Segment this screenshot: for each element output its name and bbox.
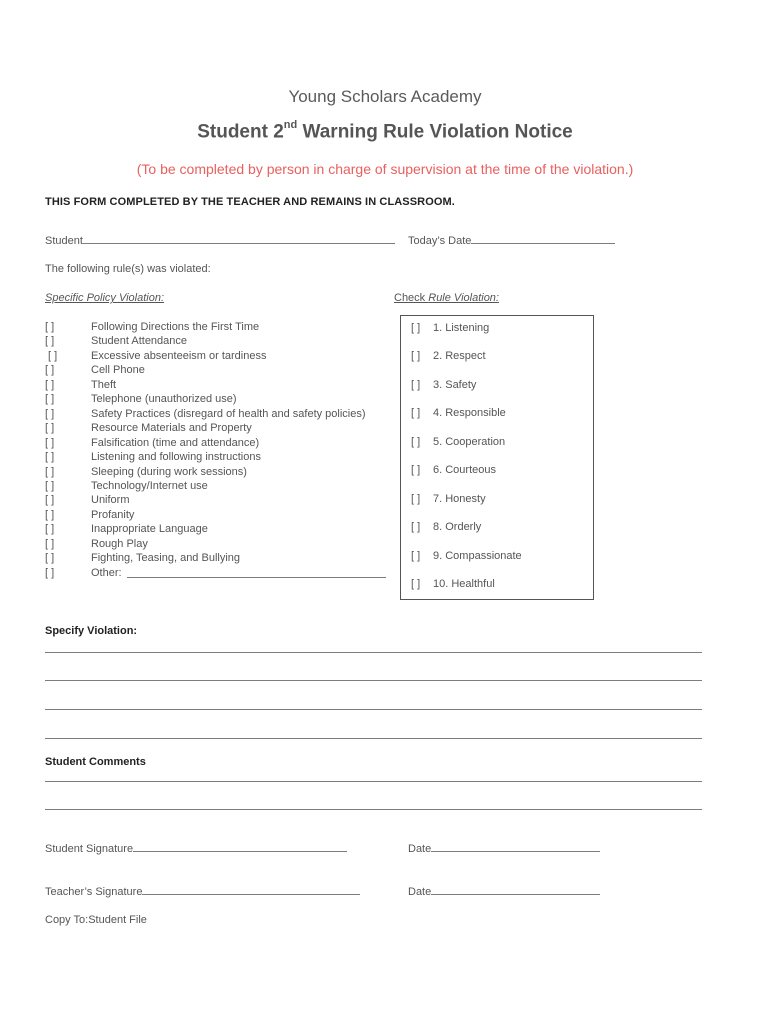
student-comments-line[interactable] xyxy=(45,809,702,810)
policy-checkbox[interactable]: [ ] xyxy=(45,567,55,579)
policy-item-label: Safety Practices (disregard of health and safety policies) xyxy=(91,408,366,420)
title-rest: Warning Rule Violation Notice xyxy=(297,121,573,143)
rule-checkbox[interactable]: [ ] xyxy=(411,493,421,505)
policy-checkbox[interactable]: [ ] xyxy=(45,480,55,492)
rule-item[interactable] xyxy=(411,379,476,391)
todays-date-label: Today’s Date xyxy=(408,235,472,247)
student-name-blank[interactable] xyxy=(83,234,395,244)
rule-violation-heading xyxy=(394,292,499,304)
student-date-blank[interactable] xyxy=(431,842,600,852)
policy-item-label: Technology/Internet use xyxy=(91,480,208,492)
policy-item-label: Falsification (time and attendance) xyxy=(91,437,260,449)
policy-item-label: Fighting, Teasing, and Bullying xyxy=(91,552,241,564)
todays-date-blank[interactable] xyxy=(471,234,615,244)
rule-violation-box xyxy=(400,315,594,600)
rule-checkbox[interactable]: [ ] xyxy=(411,550,421,562)
teacher-signature-blank[interactable] xyxy=(142,885,360,895)
rule-item-label: 8. Orderly xyxy=(433,521,482,533)
policy-item-label: Listening and following instructions xyxy=(91,451,261,463)
teacher-date-blank[interactable] xyxy=(431,885,600,895)
rule-item[interactable] xyxy=(411,550,522,562)
copy-to-note: Copy To:Student File xyxy=(45,914,147,926)
rule-heading-emph: Rule Violation: xyxy=(428,292,499,304)
rule-item[interactable] xyxy=(411,578,495,590)
rule-item-label: 10. Healthful xyxy=(433,578,495,590)
school-name: Young Scholars Academy xyxy=(288,87,482,106)
rule-item-label: 9. Compassionate xyxy=(433,550,522,562)
title-superscript: nd xyxy=(283,119,298,131)
page-title xyxy=(0,121,770,143)
policy-checkbox[interactable]: [ ] xyxy=(45,552,55,564)
policy-checkbox[interactable]: [ ] xyxy=(45,509,55,521)
policy-item-label: Uniform xyxy=(91,494,130,506)
other-violation-blank[interactable] xyxy=(127,568,386,578)
rule-item-label: 5. Cooperation xyxy=(433,436,506,448)
todays-date-field[interactable] xyxy=(408,234,615,247)
policy-checkbox[interactable]: [ ] xyxy=(45,335,55,347)
rule-item[interactable] xyxy=(411,464,496,476)
policy-item-label: Student Attendance xyxy=(91,335,188,347)
policy-checkbox[interactable]: [ ] xyxy=(45,538,55,550)
policy-checkbox[interactable]: [ ] xyxy=(45,321,55,333)
rule-checkbox[interactable]: [ ] xyxy=(411,350,421,362)
student-field[interactable] xyxy=(45,234,395,247)
rule-checkbox[interactable]: [ ] xyxy=(411,407,421,419)
rule-item-label: 4. Responsible xyxy=(433,407,506,419)
rule-checkbox[interactable]: [ ] xyxy=(411,436,421,448)
specify-violation-line[interactable] xyxy=(45,738,702,739)
rule-item-label: 2. Respect xyxy=(433,350,486,362)
policy-checkbox[interactable]: [ ] xyxy=(48,350,58,362)
student-signature-field[interactable] xyxy=(45,842,347,855)
policy-item-label: Other: xyxy=(91,567,122,579)
policy-item-label: Profanity xyxy=(91,509,135,521)
student-label: Student xyxy=(45,235,83,247)
rule-item[interactable] xyxy=(411,521,481,533)
rule-item[interactable] xyxy=(411,436,505,448)
page-subtitle: (To be completed by person in charge of supervision at the time of the violation.) xyxy=(136,161,634,177)
policy-item-label: Sleeping (during work sessions) xyxy=(91,466,247,478)
policy-checkbox[interactable]: [ ] xyxy=(45,364,55,376)
policy-checkbox[interactable]: [ ] xyxy=(45,466,55,478)
student-date-label: Date xyxy=(408,843,432,855)
policy-item-label: Resource Materials and Property xyxy=(91,422,252,434)
policy-item-label: Theft xyxy=(91,379,117,391)
rule-item-label: 3. Safety xyxy=(433,379,477,391)
policy-item-label: Inappropriate Language xyxy=(91,523,208,535)
rules-violated-text: The following rule(s) was violated: xyxy=(45,263,211,275)
rule-checkbox[interactable]: [ ] xyxy=(411,464,421,476)
policy-item-label: Telephone (unauthorized use) xyxy=(91,393,237,405)
student-signature-label: Student Signature xyxy=(45,843,134,855)
rule-item[interactable] xyxy=(411,322,489,334)
rule-checkbox[interactable]: [ ] xyxy=(411,578,421,590)
student-signature-blank[interactable] xyxy=(133,842,347,852)
specify-violation-line[interactable] xyxy=(45,652,702,653)
policy-item-label: Cell Phone xyxy=(91,364,145,376)
specify-violation-heading: Specify Violation: xyxy=(45,625,138,637)
rule-item-label: 1. Listening xyxy=(433,322,490,334)
rule-item[interactable] xyxy=(411,407,506,419)
rule-item[interactable] xyxy=(411,350,486,362)
student-date-field[interactable] xyxy=(408,842,600,855)
form-note: THIS FORM COMPLETED BY THE TEACHER AND REMAINS IN CLASSROOM. xyxy=(45,196,455,208)
rule-checkbox[interactable]: [ ] xyxy=(411,379,421,391)
policy-checkbox[interactable]: [ ] xyxy=(45,408,55,420)
rule-checkbox[interactable]: [ ] xyxy=(411,322,421,334)
teacher-signature-label: Teacher’s Signature xyxy=(45,886,143,898)
title-main: Student 2 xyxy=(197,121,284,143)
specify-violation-line[interactable] xyxy=(45,709,702,710)
rule-item[interactable] xyxy=(411,493,486,505)
teacher-signature-field[interactable] xyxy=(45,885,360,898)
teacher-date-label: Date xyxy=(408,886,432,898)
specify-violation-line[interactable] xyxy=(45,680,702,681)
policy-checkbox[interactable]: [ ] xyxy=(45,451,55,463)
rule-heading-prefix: Check xyxy=(394,292,429,304)
policy-checkbox[interactable]: [ ] xyxy=(45,422,55,434)
student-comments-line[interactable] xyxy=(45,781,702,782)
teacher-date-field[interactable] xyxy=(408,885,600,898)
policy-item-label: Following Directions the First Time xyxy=(91,321,260,333)
policy-checkbox[interactable]: [ ] xyxy=(45,523,55,535)
rule-checkbox[interactable]: [ ] xyxy=(411,521,421,533)
policy-checkbox[interactable]: [ ] xyxy=(45,393,55,405)
rule-item-label: 7. Honesty xyxy=(433,493,486,505)
policy-item-label: Rough Play xyxy=(91,538,148,550)
policy-violation-heading: Specific Policy Violation: xyxy=(45,292,165,304)
policy-item-label: Excessive absenteeism or tardiness xyxy=(91,350,267,362)
student-comments-heading: Student Comments xyxy=(45,756,146,768)
policy-checkbox[interactable]: [ ] xyxy=(45,494,55,506)
policy-checkbox[interactable]: [ ] xyxy=(45,437,55,449)
policy-checkbox[interactable]: [ ] xyxy=(45,379,55,391)
rule-item-label: 6. Courteous xyxy=(433,464,496,476)
